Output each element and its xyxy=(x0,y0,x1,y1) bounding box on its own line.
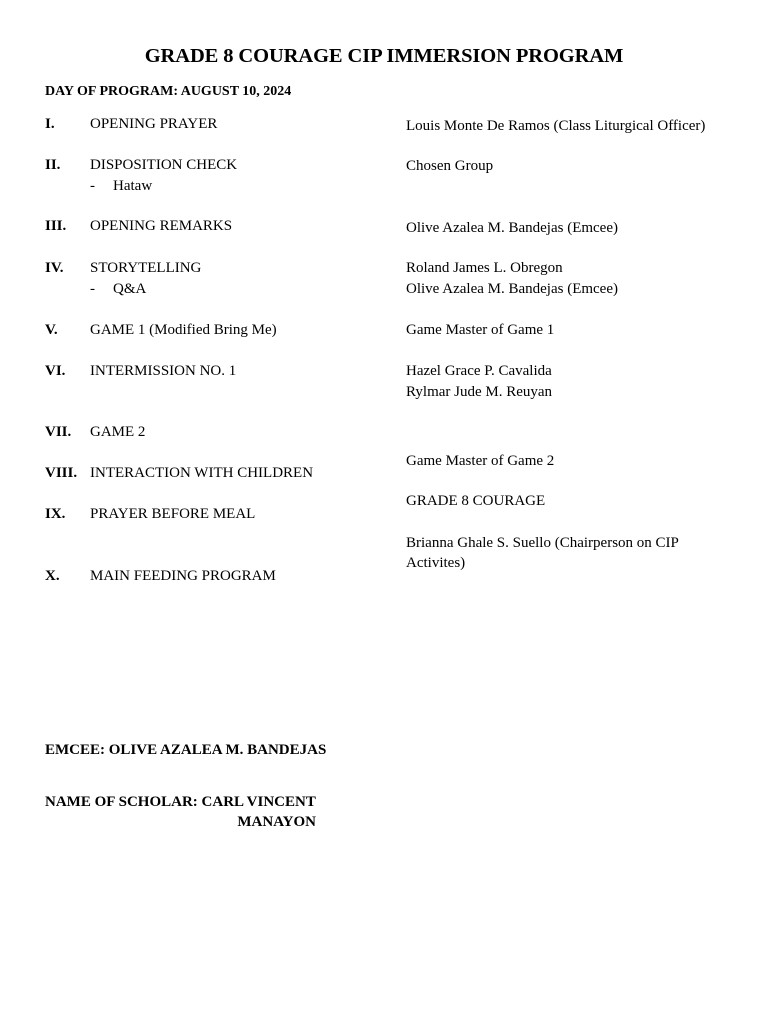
scholar-line-2: MANAYON xyxy=(237,814,316,830)
item-person: Roland James L. Obregon xyxy=(406,260,563,276)
item-person: Hazel Grace P. Cavalida xyxy=(406,363,552,379)
emcee-line: EMCEE: OLIVE AZALEA M. BANDEJAS xyxy=(45,742,327,758)
item-number: VII. xyxy=(45,424,72,440)
item-label: STORYTELLING xyxy=(90,260,202,276)
item-sub: - Hataw xyxy=(90,178,153,194)
item-number: V. xyxy=(45,322,58,338)
day-of-program: DAY OF PROGRAM: AUGUST 10, 2024 xyxy=(45,84,292,99)
item-sub-label: Hataw xyxy=(113,178,153,194)
item-person: Game Master of Game 1 xyxy=(406,322,555,338)
item-person: Brianna Ghale S. Suello (Chairperson on CIP Activites) xyxy=(406,535,679,571)
item-number: IX. xyxy=(45,506,66,522)
item-label: INTERMISSION NO. 1 xyxy=(90,363,237,379)
item-number: I. xyxy=(45,116,55,132)
item-label: PRAYER BEFORE MEAL xyxy=(90,506,256,522)
item-label: GAME 1 (Modified Bring Me) xyxy=(90,322,277,338)
item-number: III. xyxy=(45,218,67,234)
item-label: OPENING PRAYER xyxy=(90,116,218,132)
item-sub-label: Q&A xyxy=(113,281,147,297)
item-number: IV. xyxy=(45,260,64,276)
item-label: DISPOSITION CHECK xyxy=(90,157,238,173)
item-number: VI. xyxy=(45,363,66,379)
item-person: Louis Monte De Ramos (Class Liturgical Officer) xyxy=(406,118,706,134)
item-person: Olive Azalea M. Bandejas (Emcee) xyxy=(406,281,618,297)
item-person: Game Master of Game 2 xyxy=(406,453,555,469)
item-number: VIII. xyxy=(45,465,78,481)
item-label: INTERACTION WITH CHILDREN xyxy=(90,465,314,481)
item-sub: - Q&A xyxy=(90,281,147,297)
item-person: Olive Azalea M. Bandejas (Emcee) xyxy=(406,220,618,236)
item-label: OPENING REMARKS xyxy=(90,218,233,234)
item-person: Chosen Group xyxy=(406,158,494,174)
item-number: X. xyxy=(45,568,60,584)
scholar-line-1: NAME OF SCHOLAR: CARL VINCENT xyxy=(45,794,316,810)
item-person: GRADE 8 COURAGE xyxy=(406,493,546,509)
item-person: Rylmar Jude M. Reuyan xyxy=(406,384,553,400)
item-number: II. xyxy=(45,157,61,173)
item-label: MAIN FEEDING PROGRAM xyxy=(90,568,276,584)
document-title: GRADE 8 COURAGE CIP IMMERSION PROGRAM xyxy=(144,45,624,67)
item-label: GAME 2 xyxy=(90,424,146,440)
